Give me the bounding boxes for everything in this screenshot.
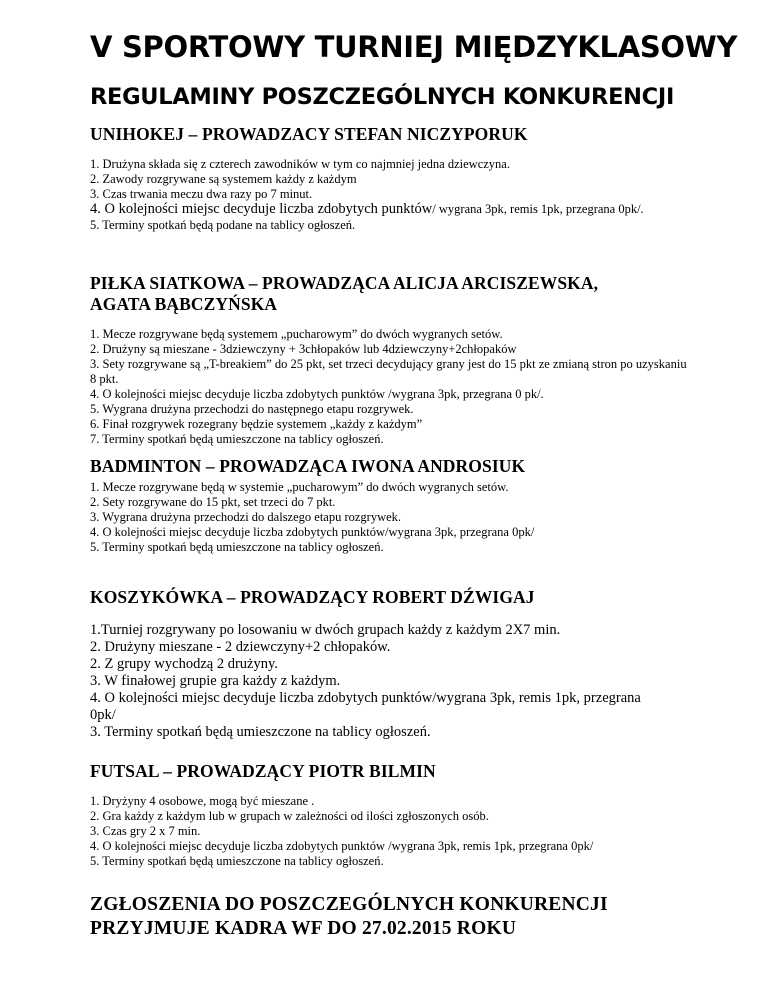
section-pilka-siatkowa: [90, 273, 690, 447]
section-heading: UNIHOKEJ – PROWADZACY STEFAN NICZYPORUK: [90, 124, 528, 144]
rules-list: [90, 480, 690, 555]
section-heading: KOSZYKÓWKA – PROWADZĄCY ROBERT DŹWIGAJ: [90, 587, 535, 607]
rule-item: 3. Czas trwania meczu dwa razy po 7 minut.: [90, 187, 313, 201]
section-futsal: [90, 761, 690, 869]
rule-item: 3. Sety rozgrywane są „T-breakiem” do 25 pkt, set trzeci decydujący grany jest do 15 pkt ze zmianą stron po uzyskaniu 8 pkt.: [90, 357, 687, 386]
rule-item: 2. Sety rozgrywane do 15 pkt, set trzeci do 7 pkt.: [90, 495, 336, 509]
page-subtitle: REGULAMINY POSZCZEGÓLNYCH KONKURENCJI: [90, 84, 675, 110]
rule-item: 1.Turniej rozgrywany po losowaniu w dwóch grupach każdy z każdym 2X7 min.: [90, 622, 561, 638]
page-title: V SPORTOWY TURNIEJ MIĘDZYKLASOWY: [90, 30, 738, 64]
rules-list: [90, 622, 650, 741]
rule-item: 4. O kolejności miejsc decyduje liczba zdobytych punktów /wygrana 3pk, remis 1pk, przegrana 0pk/: [90, 839, 594, 853]
registration-notice-line: ZGŁOSZENIA DO POSZCZEGÓLNYCH KONKURENCJI: [90, 894, 608, 915]
rule-item-lead: 4. O kolejności miejsc decyduje liczba zdobytych punktów: [90, 201, 433, 217]
section-heading: PIŁKA SIATKOWA – PROWADZĄCA ALICJA ARCISZEWSKA, AGATA BĄBCZYŃSKA: [90, 273, 599, 314]
registration-notice-line: PRZYJMUJE KADRA WF DO 27.02.2015 ROKU: [90, 918, 517, 939]
rule-item: 6. Finał rozgrywek rozegrany będzie systemem „każdy z każdym”: [90, 417, 423, 431]
rules-list: [90, 794, 690, 869]
registration-notice: [90, 893, 608, 941]
rule-item: 2. Drużyny są mieszane - 3dziewczyny + 3chłopaków lub 4dziewczyny+2chłopaków: [90, 342, 517, 356]
rule-item: 5. Terminy spotkań będą podane na tablicy ogłoszeń.: [90, 218, 356, 232]
rule-item: 3. Wygrana drużyna przechodzi do dalszego etapu rozgrywek.: [90, 510, 402, 524]
rule-item: 3. Terminy spotkań będą umieszczone na tablicy ogłoszeń.: [90, 724, 431, 740]
rule-item: 1. Mecze rozgrywane będą systemem „pucharowym” do dwóch wygranych setów.: [90, 327, 503, 341]
section-koszykowka: [90, 587, 690, 741]
section-heading: BADMINTON – PROWADZĄCA IWONA ANDROSIUK: [90, 456, 526, 476]
rule-item: 4. O kolejności miejsc decyduje liczba zdobytych punktów/wygrana 3pk, remis 1pk, przegrana 0pk/: [90, 690, 641, 723]
rule-item: 2. Gra każdy z każdym lub w grupach w zależności od ilości zgłoszonych osób.: [90, 809, 489, 823]
rule-item: 7. Terminy spotkań będą umieszczone na tablicy ogłoszeń.: [90, 432, 384, 446]
rule-item: 2. Z grupy wychodzą 2 drużyny.: [90, 656, 278, 672]
rule-item: 5. Terminy spotkań będą umieszczone na tablicy ogłoszeń.: [90, 540, 384, 554]
rule-item: 3. Czas gry 2 x 7 min.: [90, 824, 201, 838]
rule-item: 2. Zawody rozgrywane są systemem każdy z każdym: [90, 172, 357, 186]
section-badminton: [90, 456, 690, 555]
rule-item: 2. Drużyny mieszane - 2 dziewczyny+2 chłopaków.: [90, 639, 391, 655]
section-unihokej: [90, 124, 690, 234]
section-heading: FUTSAL – PROWADZĄCY PIOTR BILMIN: [90, 761, 436, 781]
rule-item: 3. W finałowej grupie gra każdy z każdym.: [90, 673, 341, 689]
rules-list: [90, 327, 690, 447]
rule-item: 1. Drużyna składa się z czterech zawodników w tym co najmniej jedna dziewczyna.: [90, 157, 510, 171]
rule-item: 1. Dryżyny 4 osobowe, mogą być mieszane .: [90, 794, 315, 808]
rule-item: 1. Mecze rozgrywane będą w systemie „pucharowym” do dwóch wygranych setów.: [90, 480, 509, 494]
rule-item: 4. O kolejności miejsc decyduje liczba zdobytych punktów /wygrana 3pk, przegrana 0 pk/.: [90, 387, 544, 401]
rules-list: [90, 157, 690, 234]
rule-item: [90, 202, 690, 217]
rule-item: 4. O kolejności miejsc decyduje liczba zdobytych punktów/wygrana 3pk, przegrana 0pk/: [90, 525, 535, 539]
rule-item-rest: / wygrana 3pk, remis 1pk, przegrana 0pk/.: [432, 202, 644, 216]
rule-item: 5. Terminy spotkań będą umieszczone na tablicy ogłoszeń.: [90, 854, 384, 868]
rule-item: 5. Wygrana drużyna przechodzi do następnego etapu rozgrywek.: [90, 402, 414, 416]
